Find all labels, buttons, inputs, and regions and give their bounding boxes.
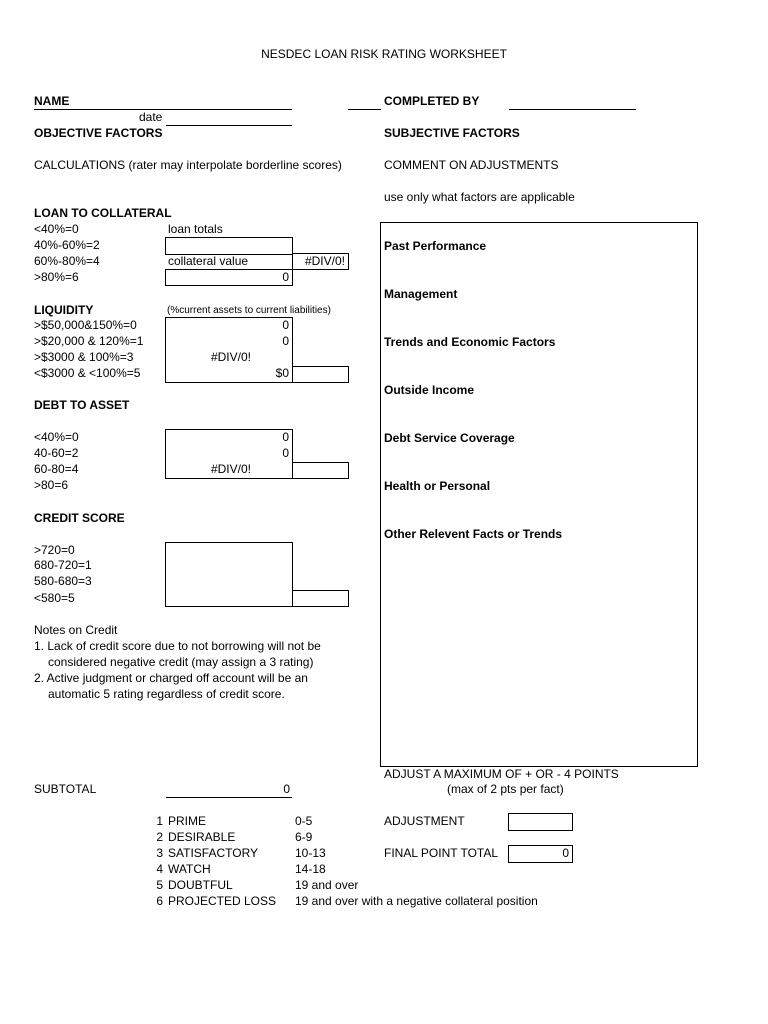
credit-scale-item: <580=5 — [34, 591, 75, 605]
liquidity-score-cell[interactable] — [292, 366, 349, 383]
rating-num: 6 — [156, 894, 163, 908]
ltc-scale-item: >80%=6 — [34, 270, 79, 284]
rating-label: PRIME — [168, 814, 207, 828]
comment-label: COMMENT ON ADJUSTMENTS — [384, 158, 559, 172]
adjustment-label: ADJUSTMENT — [384, 814, 465, 828]
liquidity-scale-item: >$20,000 & 120%=1 — [34, 334, 144, 348]
dta-score-cell[interactable] — [292, 462, 349, 479]
header-separator-line — [348, 109, 381, 110]
credit-score-cell[interactable] — [292, 590, 349, 607]
date-field-line[interactable] — [166, 125, 292, 126]
notes-line: 2. Active judgment or charged off account will be an — [34, 671, 308, 685]
name-field-line[interactable] — [34, 109, 292, 110]
loan-totals-input[interactable] — [165, 237, 293, 255]
rating-label: SATISFACTORY — [168, 846, 259, 860]
collateral-result: 0 — [282, 270, 289, 284]
ltc-scale-item: 40%-60%=2 — [34, 238, 100, 252]
factor-label: Other Relevent Facts or Trends — [384, 527, 563, 541]
rating-label: DOUBTFUL — [168, 878, 233, 892]
notes-line: considered negative credit (may assign a 3 rating) — [48, 655, 314, 669]
subtotal-line — [166, 797, 292, 798]
rating-range: 0-5 — [295, 814, 313, 828]
debt-to-asset-heading: DEBT TO ASSET — [34, 398, 130, 412]
loan-totals-label: loan totals — [168, 222, 223, 236]
liquidity-note: (%current assets to current liabilities) — [167, 305, 331, 316]
factor-label: Trends and Economic Factors — [384, 335, 556, 349]
notes-line: 1. Lack of credit score due to not borrowing will not be — [34, 639, 321, 653]
rating-num: 1 — [156, 814, 163, 828]
credit-scale-item: >720=0 — [34, 543, 75, 557]
subtotal-value: 0 — [283, 782, 290, 796]
factor-label: Health or Personal — [384, 479, 491, 493]
notes-line: automatic 5 rating regardless of credit score. — [48, 687, 285, 701]
dta-value: 0 — [282, 430, 289, 444]
adjustment-input[interactable] — [508, 813, 573, 831]
rating-label: PROJECTED LOSS — [168, 894, 277, 908]
credit-value-box[interactable] — [165, 542, 293, 607]
collateral-value-label: collateral value — [168, 254, 249, 268]
dta-value: #DIV/0! — [210, 462, 251, 476]
dta-scale-item: <40%=0 — [34, 430, 79, 444]
liquidity-value: 0 — [282, 318, 289, 332]
dta-scale-item: 60-80=4 — [34, 462, 79, 476]
rating-label: WATCH — [168, 862, 211, 876]
ltc-div-value: #DIV/0! — [304, 254, 345, 268]
dta-value: 0 — [282, 446, 289, 460]
applicable-note: use only what factors are applicable — [384, 190, 575, 204]
objective-heading: OBJECTIVE FACTORS — [34, 126, 163, 140]
rating-num: 3 — [156, 846, 163, 860]
liquidity-value: 0 — [282, 334, 289, 348]
date-label: date — [139, 110, 163, 124]
rating-num: 4 — [156, 862, 163, 876]
loan-to-collateral-heading: LOAN TO COLLATERAL — [34, 206, 172, 220]
rating-num: 2 — [156, 830, 163, 844]
liquidity-value: #DIV/0! — [210, 350, 251, 364]
factor-label: Past Performance — [384, 239, 487, 253]
factor-label: Management — [384, 287, 458, 301]
dta-scale-item: 40-60=2 — [34, 446, 79, 460]
subtotal-label: SUBTOTAL — [34, 782, 97, 796]
liquidity-heading: LIQUIDITY — [34, 303, 94, 317]
notes-heading: Notes on Credit — [34, 623, 118, 637]
rating-range: 19 and over with a negative collateral position — [295, 894, 538, 908]
credit-scale-item: 680-720=1 — [34, 558, 92, 572]
credit-score-heading: CREDIT SCORE — [34, 511, 125, 525]
liquidity-scale-item: <$3000 & <100%=5 — [34, 366, 141, 380]
final-total-value: 0 — [562, 846, 569, 860]
completed-by-field-line[interactable] — [509, 109, 636, 110]
page-title: NESDEC LOAN RISK RATING WORKSHEET — [261, 47, 507, 61]
rating-range: 10-13 — [295, 846, 326, 860]
liquidity-scale-item: >$50,000&150%=0 — [34, 318, 137, 332]
factor-label: Outside Income — [384, 383, 475, 397]
subjective-heading: SUBJECTIVE FACTORS — [384, 126, 520, 140]
credit-scale-item: 580-680=3 — [34, 574, 92, 588]
rating-range: 6-9 — [295, 830, 313, 844]
dta-scale-item: >80=6 — [34, 478, 69, 492]
factor-label: Debt Service Coverage — [384, 431, 515, 445]
ltc-scale-item: <40%=0 — [34, 222, 79, 236]
final-total-label: FINAL POINT TOTAL — [384, 846, 499, 860]
ltc-scale-item: 60%-80%=4 — [34, 254, 100, 268]
adjust-max-subtext: (max of 2 pts per fact) — [447, 782, 564, 796]
name-label: NAME — [34, 94, 70, 108]
rating-range: 19 and over — [295, 878, 359, 892]
subjective-factors-box[interactable] — [380, 222, 698, 767]
calculations-label: CALCULATIONS (rater may interpolate borderline scores) — [34, 158, 342, 172]
adjust-max-text: ADJUST A MAXIMUM OF + OR - 4 POINTS — [384, 767, 619, 781]
rating-num: 5 — [156, 878, 163, 892]
completed-by-label: COMPLETED BY — [384, 94, 480, 108]
rating-range: 14-18 — [295, 862, 326, 876]
liquidity-scale-item: >$3000 & 100%=3 — [34, 350, 134, 364]
rating-label: DESIRABLE — [168, 830, 236, 844]
liquidity-value: $0 — [275, 366, 289, 380]
